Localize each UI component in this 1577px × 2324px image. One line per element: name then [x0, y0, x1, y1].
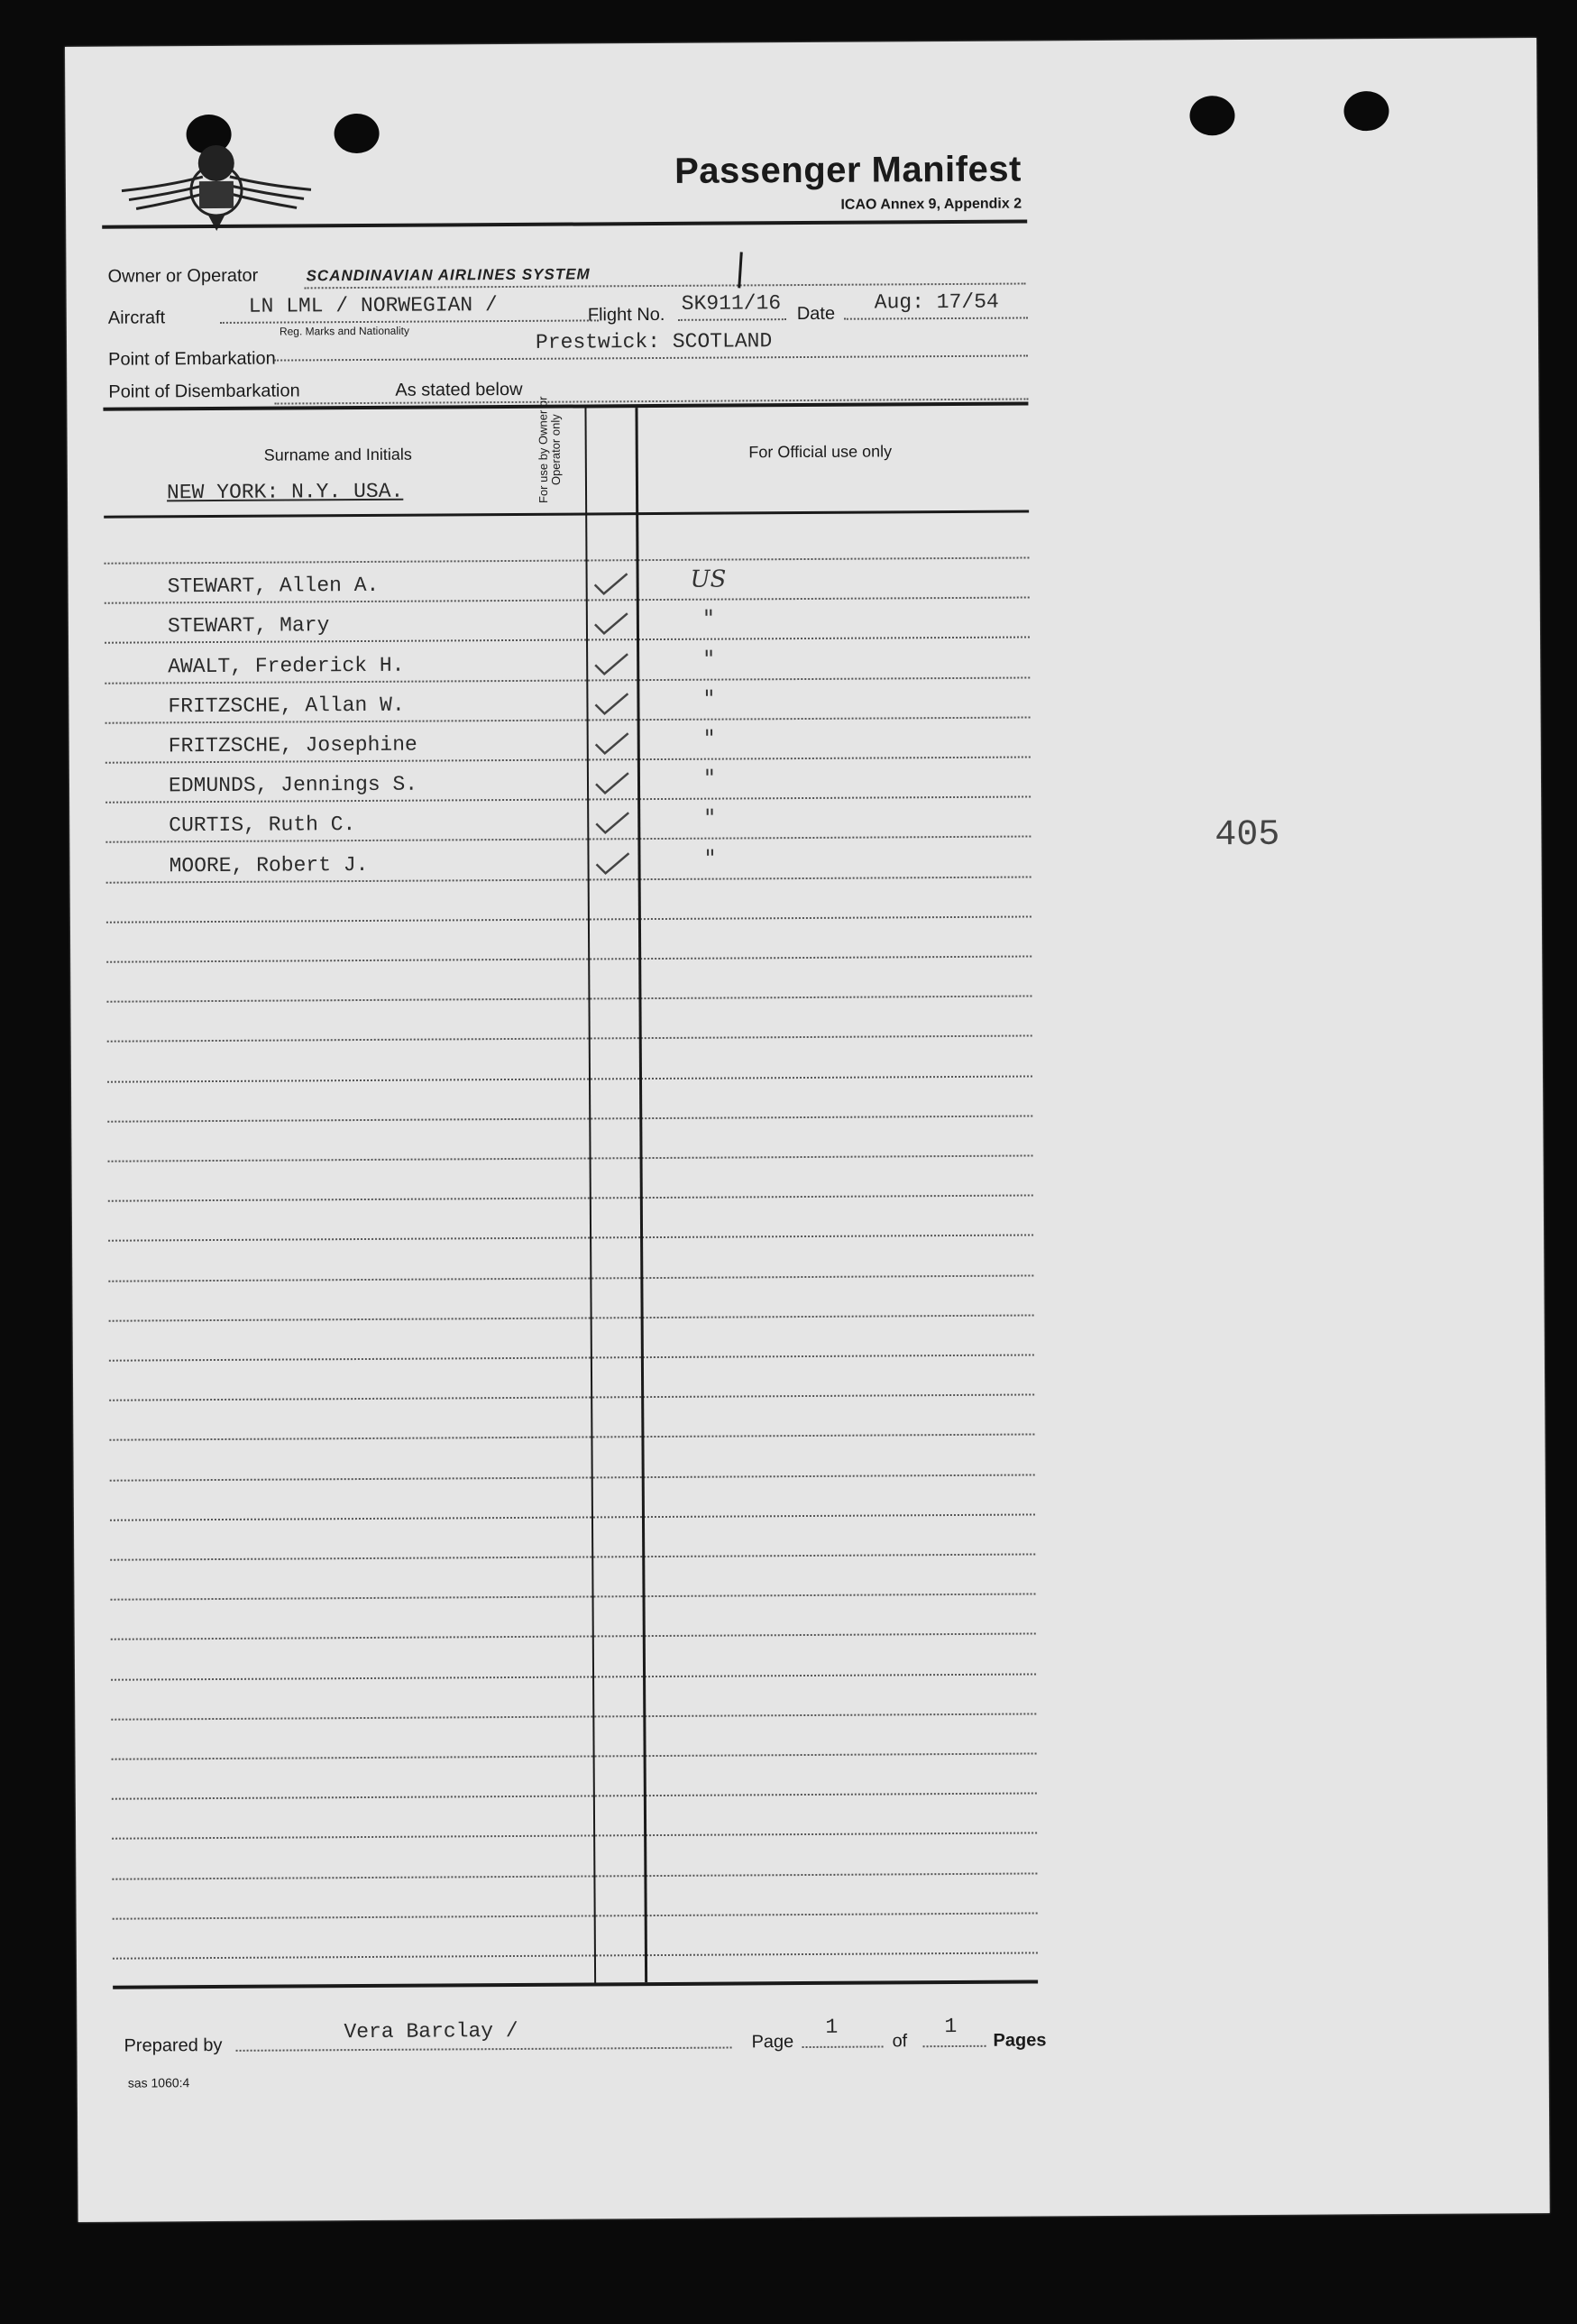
punch-hole — [334, 114, 379, 153]
table-row-line — [111, 1673, 1036, 1680]
of-label: of — [892, 2031, 908, 2052]
owner-col-right-divider — [635, 408, 647, 1982]
table-row-line — [106, 955, 1031, 962]
official-mark: US — [690, 565, 727, 593]
header-bottom-rule — [104, 510, 1029, 518]
total-dotted-line — [923, 2045, 986, 2047]
check-mark-icon — [591, 570, 629, 597]
pages-label: Pages — [993, 2030, 1047, 2051]
check-mark-icon — [591, 610, 629, 637]
check-mark-icon — [592, 850, 630, 877]
aircraft-value: LN LML / NORWEGIAN / — [248, 293, 498, 318]
table-row-line — [107, 1075, 1032, 1082]
col-official-header: For Official use only — [748, 442, 893, 462]
prepared-dotted-line — [236, 2047, 732, 2052]
table-row-line — [107, 1034, 1032, 1042]
table-row-line — [113, 1952, 1038, 1959]
table-row-line — [107, 1115, 1032, 1122]
table-row-line — [104, 556, 1029, 564]
table-row-line — [109, 1354, 1034, 1361]
passenger-name: AWALT, Frederick H. — [168, 653, 405, 679]
check-mark-icon — [591, 690, 629, 717]
punch-hole — [1343, 91, 1389, 131]
owner-label: Owner or Operator — [107, 265, 259, 287]
table-row-line — [108, 1194, 1033, 1201]
table-row-line — [106, 995, 1031, 1002]
passenger-name: MOORE, Robert J. — [169, 852, 369, 878]
page-subtitle: ICAO Annex 9, Appendix 2 — [840, 196, 1022, 213]
table-row-line — [108, 1154, 1033, 1162]
prepared-by-value: Vera Barclay / — [344, 2018, 518, 2044]
table-row-line — [112, 1752, 1037, 1759]
table-row-line — [111, 1713, 1036, 1720]
destination-header: NEW YORK: N.Y. USA. — [166, 479, 404, 505]
official-mark: " — [704, 804, 716, 832]
check-mark-icon — [591, 650, 629, 677]
form-code: sas 1060:4 — [127, 2075, 190, 2090]
airline-wings-logo — [112, 99, 320, 235]
col-owner-header: For use by Owner or Operator only — [536, 396, 563, 504]
page-label: Page — [751, 2032, 794, 2053]
reg-marks-note: Reg. Marks and Nationality — [279, 324, 410, 338]
passenger-name: STEWART, Mary — [167, 613, 330, 638]
check-mark-icon — [592, 769, 630, 796]
table-row-line — [113, 1912, 1038, 1919]
table-row-line — [110, 1474, 1035, 1481]
table-row-line — [106, 915, 1031, 923]
passenger-name: CURTIS, Ruth C. — [169, 813, 356, 838]
table-bottom-rule — [113, 1980, 1038, 1989]
page-dotted-line — [802, 2045, 884, 2048]
official-mark: " — [703, 646, 715, 674]
manifest-page — [65, 38, 1550, 2222]
table-row-line — [108, 1234, 1033, 1241]
table-row-line — [110, 1513, 1035, 1520]
official-mark: " — [704, 845, 716, 873]
side-page-number: 405 — [1215, 814, 1280, 857]
table-row-line — [112, 1832, 1037, 1839]
table-row-line — [111, 1593, 1036, 1600]
passenger-name: FRITZSCHE, Josephine — [168, 732, 417, 758]
date-value: Aug: 17/54 — [874, 289, 999, 315]
table-row-line — [109, 1433, 1034, 1440]
punch-hole — [1189, 96, 1234, 135]
table-top-rule — [103, 401, 1028, 410]
page-title: Passenger Manifest — [674, 149, 1022, 191]
flight-dotted-line — [678, 318, 786, 321]
embarkation-label: Point of Embarkation — [108, 348, 276, 370]
col-surname-header: Surname and Initials — [263, 445, 412, 464]
date-label: Date — [796, 303, 836, 325]
aircraft-label: Aircraft — [107, 308, 166, 328]
table-row-line — [112, 1872, 1037, 1879]
table-row-line — [109, 1393, 1034, 1401]
official-mark: " — [702, 605, 714, 633]
embarkation-value: Prestwick: SCOTLAND — [535, 329, 773, 354]
table-row-line — [111, 1632, 1036, 1640]
official-mark: " — [703, 725, 715, 753]
passenger-name: EDMUNDS, Jennings S. — [168, 772, 418, 798]
check-mark-icon — [592, 809, 630, 836]
table-row-line — [112, 1792, 1037, 1799]
date-dotted-line — [844, 317, 1028, 319]
owner-slash-mark — [738, 252, 743, 288]
table-row-line — [109, 1314, 1034, 1321]
passenger-name: STEWART, Allen A. — [167, 573, 380, 599]
page-value: 1 — [825, 2015, 839, 2039]
aircraft-dotted-line — [220, 319, 599, 324]
check-mark-icon — [592, 730, 630, 757]
passenger-name: FRITZSCHE, Allan W. — [168, 693, 405, 719]
disembarkation-value: As stated below — [395, 379, 523, 400]
official-mark: " — [703, 765, 716, 793]
flight-label: Flight No. — [587, 304, 665, 326]
flight-value: SK911/16 — [681, 291, 782, 316]
official-mark: " — [703, 685, 715, 713]
total-pages-value: 1 — [944, 2014, 958, 2039]
disembarkation-label: Point of Disembarkation — [108, 381, 300, 402]
owner-col-left-divider — [584, 408, 596, 1982]
table-row-line — [110, 1553, 1035, 1560]
prepared-by-label: Prepared by — [124, 2035, 223, 2056]
embarkation-dotted-line — [274, 354, 1028, 361]
table-row-line — [108, 1274, 1033, 1281]
owner-value: SCANDINAVIAN AIRLINES SYSTEM — [306, 265, 591, 285]
